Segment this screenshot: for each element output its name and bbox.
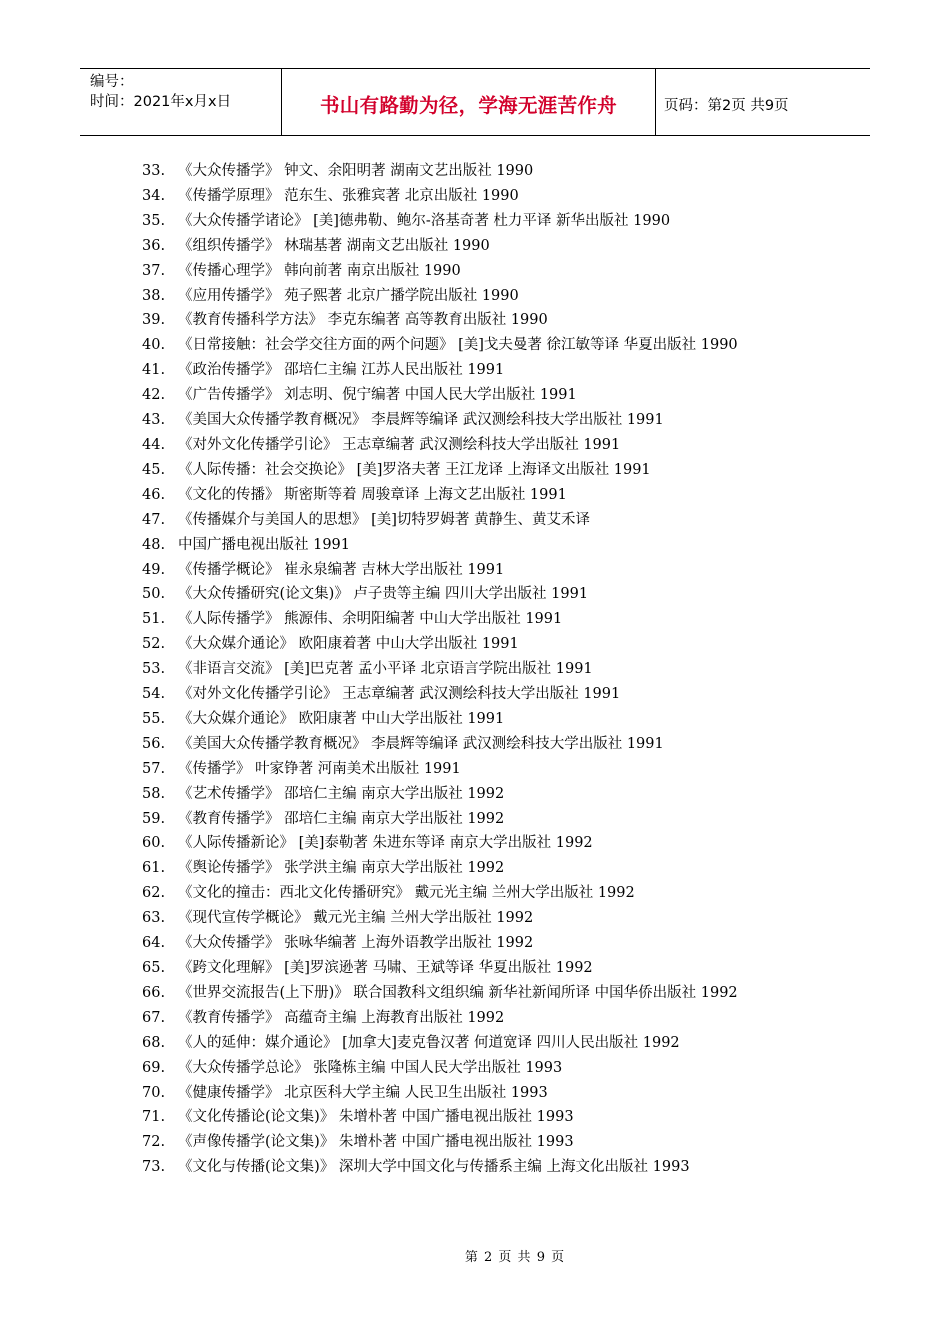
reference-entry [142, 856, 822, 881]
entry-number: 70. [142, 1084, 166, 1101]
entry-number: 55. [142, 710, 166, 727]
entry-number: 34. [142, 187, 166, 204]
entry-text: 《声像传播学(论文集)》 朱增朴著 中国广播电视出版社 1993 [178, 1134, 574, 1151]
entry-text: 《对外文化传播学引论》 王志章编著 武汉测绘科技大学出版社 1991 [178, 436, 621, 453]
entry-text: 《现代宣传学概论》 戴元光主编 兰州大学出版社 1992 [178, 910, 534, 927]
header-page-info: 页码：第2页 共9页 [664, 97, 789, 114]
entry-number: 42. [142, 387, 166, 404]
entry-text: 《传播媒介与美国人的思想》 [美]切特罗姆著 黄静生、黄艾禾译 [178, 511, 591, 528]
header-motto: 书山有路勤为径，学海无涯苦作舟 [282, 69, 656, 135]
reference-entry [142, 1155, 822, 1180]
entry-text: 中国广播电视出版社 1991 [178, 536, 351, 553]
reference-entry [142, 308, 822, 333]
reference-entry [142, 333, 822, 358]
header-meta [80, 69, 282, 135]
entry-text: 《艺术传播学》 邵培仁主编 南京大学出版社 1992 [178, 785, 505, 802]
entry-number: 45. [142, 461, 166, 478]
entry-text: 《文化与传播(论文集)》 深圳大学中国文化与传播系主编 上海文化出版社 1993 [178, 1159, 690, 1176]
entry-text: 《文化的撞击：西北文化传播研究》 戴元光主编 兰州大学出版社 1992 [178, 885, 635, 902]
reference-entry [142, 1105, 822, 1130]
entry-text: 《人际传播新论》 [美]泰勒著 朱进东等译 南京大学出版社 1992 [178, 835, 593, 852]
reference-entry [142, 632, 822, 657]
reference-entry [142, 707, 822, 732]
reference-entry [142, 358, 822, 383]
entry-number: 64. [142, 935, 166, 952]
reference-entry [142, 782, 822, 807]
reference-entry [142, 1006, 822, 1031]
reference-entry [142, 533, 822, 558]
reference-entry [142, 682, 822, 707]
reference-entry [142, 284, 822, 309]
reference-entry [142, 1031, 822, 1056]
reference-entry [142, 931, 822, 956]
entry-text: 《健康传播学》 北京医科大学主编 人民卫生出版社 1993 [178, 1084, 548, 1101]
entry-text: 《传播学原理》 范东生、张雅宾著 北京出版社 1990 [178, 187, 519, 204]
entry-text: 《广告传播学》 刘志明、倪宁编著 中国人民大学出版社 1991 [178, 387, 577, 404]
entry-number: 50. [142, 586, 166, 603]
reference-entry [142, 607, 822, 632]
entry-number: 35. [142, 212, 166, 229]
entry-number: 63. [142, 910, 166, 927]
entry-text: 《大众传播研究(论文集)》 卢子贵等主编 四川大学出版社 1991 [178, 586, 589, 603]
entry-text: 《舆论传播学》 张学洪主编 南京大学出版社 1992 [178, 860, 505, 877]
reference-entry [142, 757, 822, 782]
entry-number: 47. [142, 511, 166, 528]
entry-text: 《人的延伸：媒介通论》 [加拿大]麦克鲁汉著 何道宽译 四川人民出版社 1992 [178, 1034, 680, 1051]
entry-number: 65. [142, 960, 166, 976]
entry-text: 《美国大众传播学教育概况》 李晨辉等编译 武汉测绘科技大学出版社 1991 [178, 735, 664, 752]
entry-number: 71. [142, 1109, 166, 1126]
entry-number: 33. [142, 163, 166, 179]
entry-text: 《文化的传播》 斯密斯等着 周骏章译 上海文艺出版社 1991 [178, 486, 567, 503]
entry-text: 《教育传播科学方法》 李克东编著 高等教育出版社 1990 [178, 312, 548, 329]
entry-text: 《大众媒介通论》 欧阳康著 中山大学出版社 1991 [178, 710, 505, 727]
entry-number: 59. [142, 810, 166, 827]
entry-number: 57. [142, 760, 166, 777]
entry-number: 40. [142, 337, 166, 354]
entry-number: 49. [142, 561, 166, 578]
entry-text: 《跨文化理解》 [美]罗滨逊著 马啸、王斌等译 华夏出版社 1992 [178, 960, 593, 976]
entry-text: 《教育传播学》 高蕴奇主编 上海教育出版社 1992 [178, 1009, 505, 1026]
entry-text: 《人际传播学》 熊源伟、余明阳编著 中山大学出版社 1991 [178, 611, 563, 628]
entry-number: 36. [142, 237, 166, 254]
entry-text: 《人际传播：社会交换论》 [美]罗洛夫著 王江龙译 上海译文出版社 1991 [178, 461, 651, 478]
entry-text: 《大众传播学》 张咏华编著 上海外语教学出版社 1992 [178, 935, 534, 952]
entry-number: 67. [142, 1009, 166, 1026]
entry-text: 《大众传播学总论》 张隆栋主编 中国人民大学出版社 1993 [178, 1059, 563, 1076]
reference-entry [142, 383, 822, 408]
reference-entry [142, 483, 822, 508]
reference-entry [142, 433, 822, 458]
entry-text: 《教育传播学》 邵培仁主编 南京大学出版社 1992 [178, 810, 505, 827]
entry-number: 53. [142, 661, 166, 678]
entry-number: 62. [142, 885, 166, 902]
reference-list [142, 159, 822, 1180]
entry-text: 《对外文化传播学引论》 王志章编著 武汉测绘科技大学出版社 1991 [178, 686, 621, 703]
entry-number: 51. [142, 611, 166, 628]
reference-entry [142, 1130, 822, 1155]
entry-text: 《传播学》 叶家铮著 河南美术出版社 1991 [178, 760, 461, 777]
reference-entry [142, 732, 822, 757]
entry-text: 《美国大众传播学教育概况》 李晨辉等编译 武汉测绘科技大学出版社 1991 [178, 412, 664, 429]
entry-text: 《应用传播学》 苑子熙著 北京广播学院出版社 1990 [178, 287, 519, 304]
entry-number: 60. [142, 835, 166, 852]
entry-number: 56. [142, 735, 166, 752]
entry-number: 66. [142, 984, 166, 1001]
page-header [80, 68, 870, 136]
reference-entry [142, 981, 822, 1006]
entry-text: 《非语言交流》 [美]巴克著 孟小平译 北京语言学院出版社 1991 [178, 661, 593, 678]
entry-number: 58. [142, 785, 166, 802]
entry-number: 72. [142, 1134, 166, 1151]
reference-entry [142, 906, 822, 931]
entry-number: 68. [142, 1034, 166, 1051]
reference-entry [142, 259, 822, 284]
entry-text: 《文化传播论(论文集)》 朱增朴著 中国广播电视出版社 1993 [178, 1109, 574, 1126]
page-footer: 第 2 页 共 9 页 [464, 1250, 566, 1265]
reference-entry [142, 582, 822, 607]
reference-entry [142, 657, 822, 682]
entry-text: 《世界交流报告(上下册)》 联合国教科文组织编 新华社新闻所译 中国华侨出版社 1992 [178, 984, 738, 1001]
entry-number: 37. [142, 262, 166, 279]
entry-text: 《大众媒介通论》 欧阳康着著 中山大学出版社 1991 [178, 636, 519, 653]
reference-entry [142, 508, 822, 533]
entry-text: 《大众传播学》 钟文、余阳明著 湖南文艺出版社 1990 [178, 163, 534, 179]
entry-text: 《政治传播学》 邵培仁主编 江苏人民出版社 1991 [178, 362, 505, 379]
entry-number: 73. [142, 1159, 166, 1176]
reference-entry [142, 558, 822, 583]
entry-text: 《日常接触：社会学交往方面的两个问题》 [美]戈夫曼著 徐江敏等译 华夏出版社 1990 [178, 337, 738, 354]
entry-number: 54. [142, 686, 166, 703]
reference-entry [142, 831, 822, 856]
reference-entry [142, 881, 822, 906]
reference-entry [142, 1081, 822, 1106]
entry-text: 《传播学概论》 崔永泉编著 吉林大学出版社 1991 [178, 561, 505, 578]
entry-number: 44. [142, 436, 166, 453]
entry-number: 61. [142, 860, 166, 877]
entry-number: 48. [142, 536, 166, 553]
reference-entry [142, 184, 822, 209]
entry-number: 52. [142, 636, 166, 653]
reference-entry [142, 209, 822, 234]
reference-entry [142, 956, 822, 981]
document-date: 时间：2021年x月x日 [90, 94, 232, 110]
entry-text: 《传播心理学》 韩向前著 南京出版社 1990 [178, 262, 461, 279]
reference-entry [142, 159, 822, 184]
reference-entry [142, 234, 822, 259]
reference-entry [142, 408, 822, 433]
reference-entry [142, 807, 822, 832]
entry-number: 39. [142, 312, 166, 329]
entry-text: 《大众传播学诸论》 [美]德弗勒、鲍尔-洛基奇著 杜力平译 新华出版社 1990 [178, 212, 671, 229]
reference-entry [142, 458, 822, 483]
entry-number: 69. [142, 1059, 166, 1076]
entry-number: 38. [142, 287, 166, 304]
entry-number: 46. [142, 486, 166, 503]
entry-number: 41. [142, 362, 166, 379]
reference-entry [142, 1056, 822, 1081]
entry-number: 43. [142, 412, 166, 429]
document-number: 编号： [90, 74, 134, 90]
entry-text: 《组织传播学》 林瑞基著 湖南文艺出版社 1990 [178, 237, 490, 254]
